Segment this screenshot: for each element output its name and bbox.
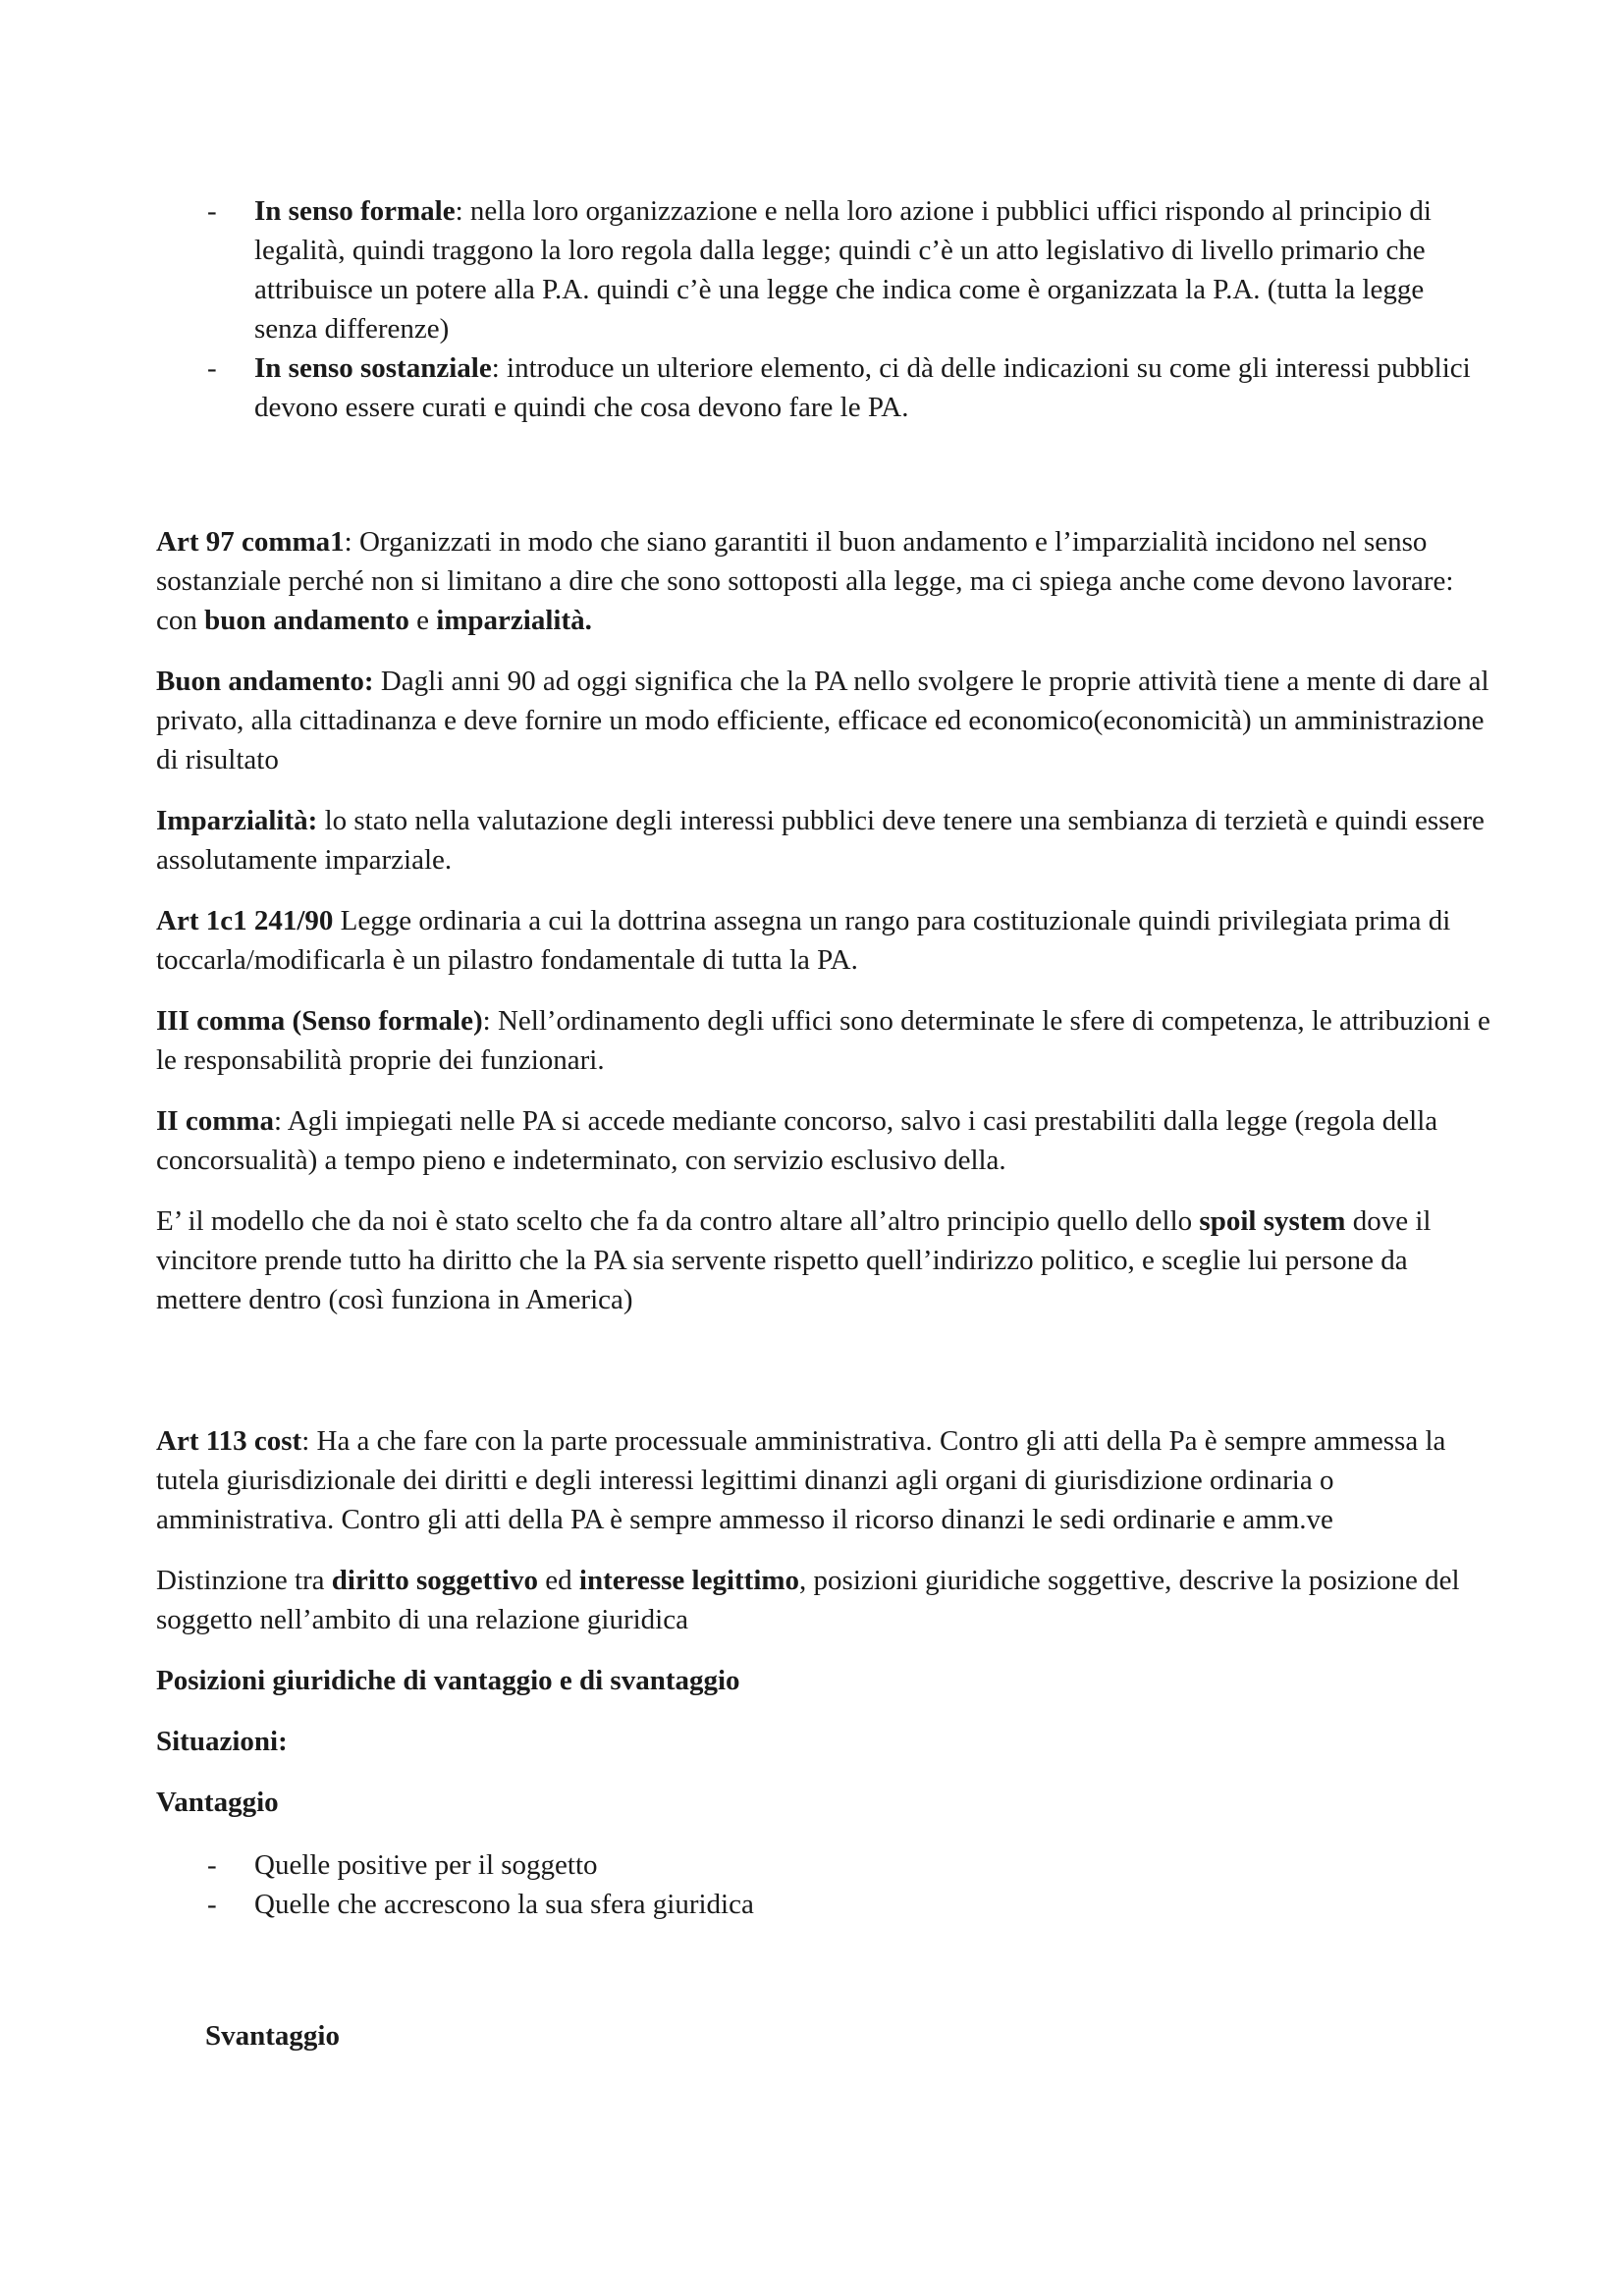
art97-mid: e xyxy=(408,605,437,636)
art97-bold2: imparzialità. xyxy=(436,605,592,636)
terzo-comma-paragraph xyxy=(156,1001,1491,1080)
art1-text: Legge ordinaria a cui la dottrina assegna un rango para costituzionale quindi privilegiata prima di toccarla/modificarla è un pilastro fondamentale di tutta la PA. xyxy=(156,905,1451,976)
list-item xyxy=(156,191,1491,348)
art97-text: : Organizzati in modo che siano garantiti il buon andamento e l’imparzialità incidono nel senso sostanziale perché non si limitano a dire che sono sottoposti alla legge, ma ci spiega anche come devono lavorare: con xyxy=(156,526,1454,636)
terzo-comma-label: III comma (Senso formale) xyxy=(156,1005,483,1037)
svantaggio-heading xyxy=(156,2016,1491,2056)
distinzione-bold2: interesse legittimo xyxy=(578,1565,800,1596)
imparzialita-paragraph xyxy=(156,801,1491,880)
imparzialita-label: Imparzialità: xyxy=(156,805,318,836)
term-label: In senso formale xyxy=(254,195,456,227)
list-item: - Quelle che accrescono la sua sfera giuridica xyxy=(156,1885,1491,1924)
document-body xyxy=(156,191,1491,2056)
posizioni-heading-text: Posizioni giuridiche di vantaggio e di svantaggio xyxy=(156,1665,740,1696)
posizioni-heading xyxy=(156,1661,1491,1700)
distinzione-text2: ed xyxy=(538,1565,579,1596)
art97-label: Art 97 comma1 xyxy=(156,526,345,558)
term-text: : nella loro organizzazione e nella loro azione i pubblici uffici rispondo al principio di legalità, quindi traggono la loro regola dalla legge; quindi c’è un atto legislativo di livello primario che attribuisce un potere alla P.A. quindi c’è una legge che indica come è organizzata la P.A. (tutta la legge senza differenze) xyxy=(254,195,1432,345)
term-text: : introduce un ulteriore elemento, ci dà delle indicazioni su come gli interessi pubblici devono essere curati e quindi che cosa devono fare le PA. xyxy=(254,352,1471,423)
modello-paragraph xyxy=(156,1201,1491,1319)
situazioni-heading-text: Situazioni: xyxy=(156,1726,288,1757)
modello-bold: spoil system xyxy=(1199,1205,1346,1237)
vantaggio-heading xyxy=(156,1783,1491,1822)
art97-bold1: buon andamento xyxy=(204,605,409,636)
secondo-comma-paragraph xyxy=(156,1101,1491,1180)
buon-andamento-text: Dagli anni 90 ad oggi significa che la PA nello svolgere le proprie attività tiene a mente di dare al privato, alla cittadinanza e deve fornire un modo efficiente, efficace ed economico(economicità) un amministrazione di risultato xyxy=(156,666,1489,775)
distinzione-text1: Distinzione tra xyxy=(156,1565,332,1596)
imparzialita-text: lo stato nella valutazione degli interessi pubblici deve tenere una sembianza di terzietà e quindi essere assolutamente imparziale. xyxy=(156,805,1485,876)
intro-list xyxy=(156,191,1491,427)
secondo-comma-label: II comma xyxy=(156,1105,275,1137)
art1-paragraph xyxy=(156,901,1491,980)
art97-paragraph xyxy=(156,522,1491,640)
modello-text2: dove il vincitore prende tutto ha diritto che la PA sia servente rispetto quell’indirizzo politico, e sceglie lui persone da mettere dentro (così funziona in America) xyxy=(156,1205,1432,1315)
art113-paragraph xyxy=(156,1421,1491,1539)
art1-label: Art 1c1 241/90 xyxy=(156,905,334,936)
vantaggio-list xyxy=(156,1845,1491,1924)
modello-text1: E’ il modello che da noi è stato scelto che fa da contro altare all’altro principio quello dello xyxy=(156,1205,1200,1237)
term-label: In senso sostanziale xyxy=(254,352,492,384)
buon-andamento-paragraph xyxy=(156,662,1491,779)
situazioni-heading xyxy=(156,1722,1491,1761)
distinzione-text3: , posizioni giuridiche soggettive, descrive la posizione del soggetto nell’ambito di una relazione giuridica xyxy=(156,1565,1460,1635)
distinzione-paragraph xyxy=(156,1561,1491,1639)
art113-text: : Ha a che fare con la parte processuale amministrativa. Contro gli atti della Pa è sempre ammessa la tutela giurisdizionale dei diritti e degli interessi legittimi dinanzi agli organi di giurisdizione ordinaria o amministrativa. Contro gli atti della PA è sempre ammesso il ricorso dinanzi le sedi ordinarie e amm.ve xyxy=(156,1425,1446,1535)
svantaggio-heading-text: Svantaggio xyxy=(205,2020,340,2052)
buon-andamento-label: Buon andamento: xyxy=(156,666,374,697)
distinzione-bold1: diritto soggettivo xyxy=(331,1565,539,1596)
terzo-comma-text: : Nell’ordinamento degli uffici sono determinate le sfere di competenza, le attribuzioni e le responsabilità proprie dei funzionari. xyxy=(156,1005,1490,1076)
list-item: - Quelle positive per il soggetto xyxy=(156,1845,1491,1885)
secondo-comma-text: : Agli impiegati nelle PA si accede mediante concorso, salvo i casi prestabiliti dalla legge (regola della concorsualità) a tempo pieno e indeterminato, con servizio esclusivo della. xyxy=(156,1105,1438,1176)
vantaggio-heading-text: Vantaggio xyxy=(156,1787,279,1818)
art113-label: Art 113 cost xyxy=(156,1425,302,1457)
list-item xyxy=(156,348,1491,427)
